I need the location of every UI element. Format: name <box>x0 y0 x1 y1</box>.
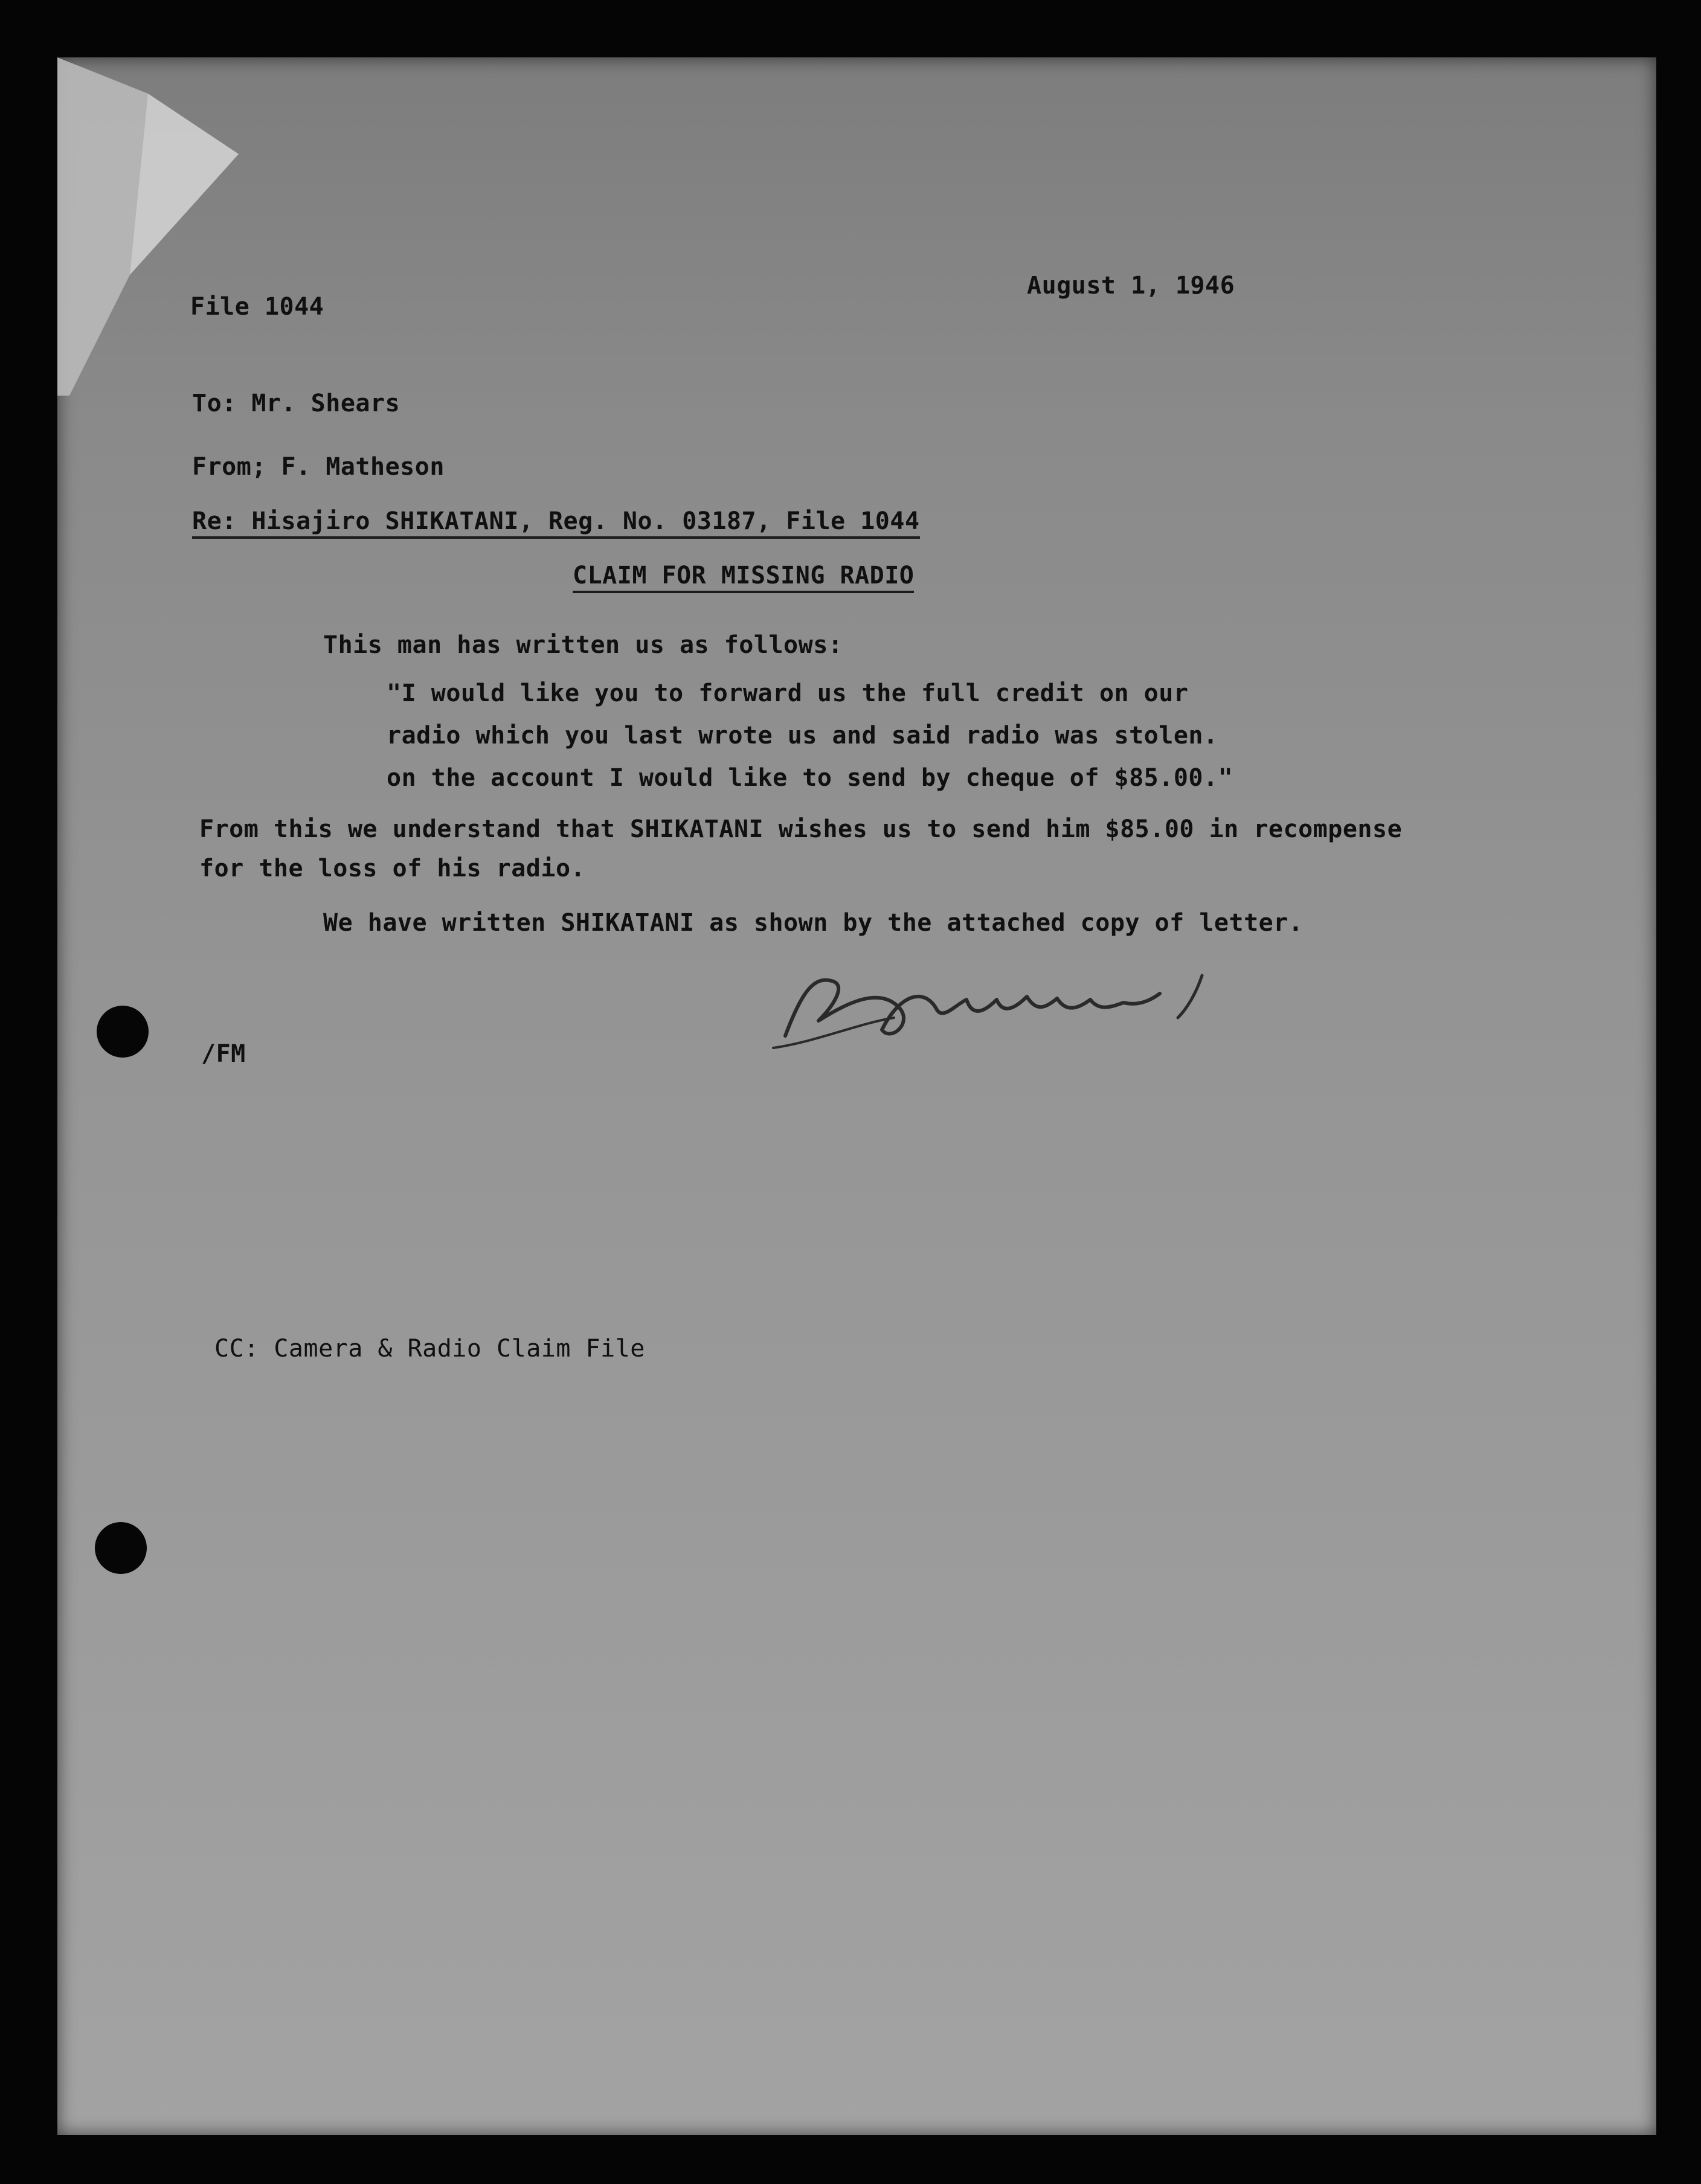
closing-paragraph: We have written SHIKATANI as shown by the attached copy of letter. <box>323 909 1304 937</box>
quote-line: radio which you last wrote us and said radio was stolen. <box>387 722 1218 750</box>
letter-date: August 1, 1946 <box>1027 272 1235 300</box>
punch-hole-top <box>97 1006 149 1058</box>
typist-initials: /FM <box>201 1040 246 1068</box>
sender-line: From; F. Matheson <box>192 453 445 481</box>
reference-line: Re: Hisajiro SHIKATANI, Reg. No. 03187, File 1044 <box>192 507 920 539</box>
folded-corner <box>57 57 275 396</box>
document-page <box>57 57 1656 2135</box>
file-reference: File 1044 <box>190 293 324 321</box>
subject-heading: CLAIM FOR MISSING RADIO <box>573 562 914 593</box>
recipient-line: To: Mr. Shears <box>192 390 400 417</box>
punch-hole-bottom <box>95 1522 147 1574</box>
handwritten-signature <box>761 951 1232 1066</box>
body-paragraph-line: From this we understand that SHIKATANI wishes us to send him $85.00 in recompense <box>199 815 1403 843</box>
quote-line: "I would like you to forward us the full credit on our <box>387 679 1189 707</box>
carbon-copy-line: CC: Camera & Radio Claim File <box>214 1335 645 1363</box>
quote-line: on the account I would like to send by cheque of $85.00." <box>387 764 1233 792</box>
intro-line: This man has written us as follows: <box>323 631 843 659</box>
body-paragraph-line: for the loss of his radio. <box>199 855 586 882</box>
